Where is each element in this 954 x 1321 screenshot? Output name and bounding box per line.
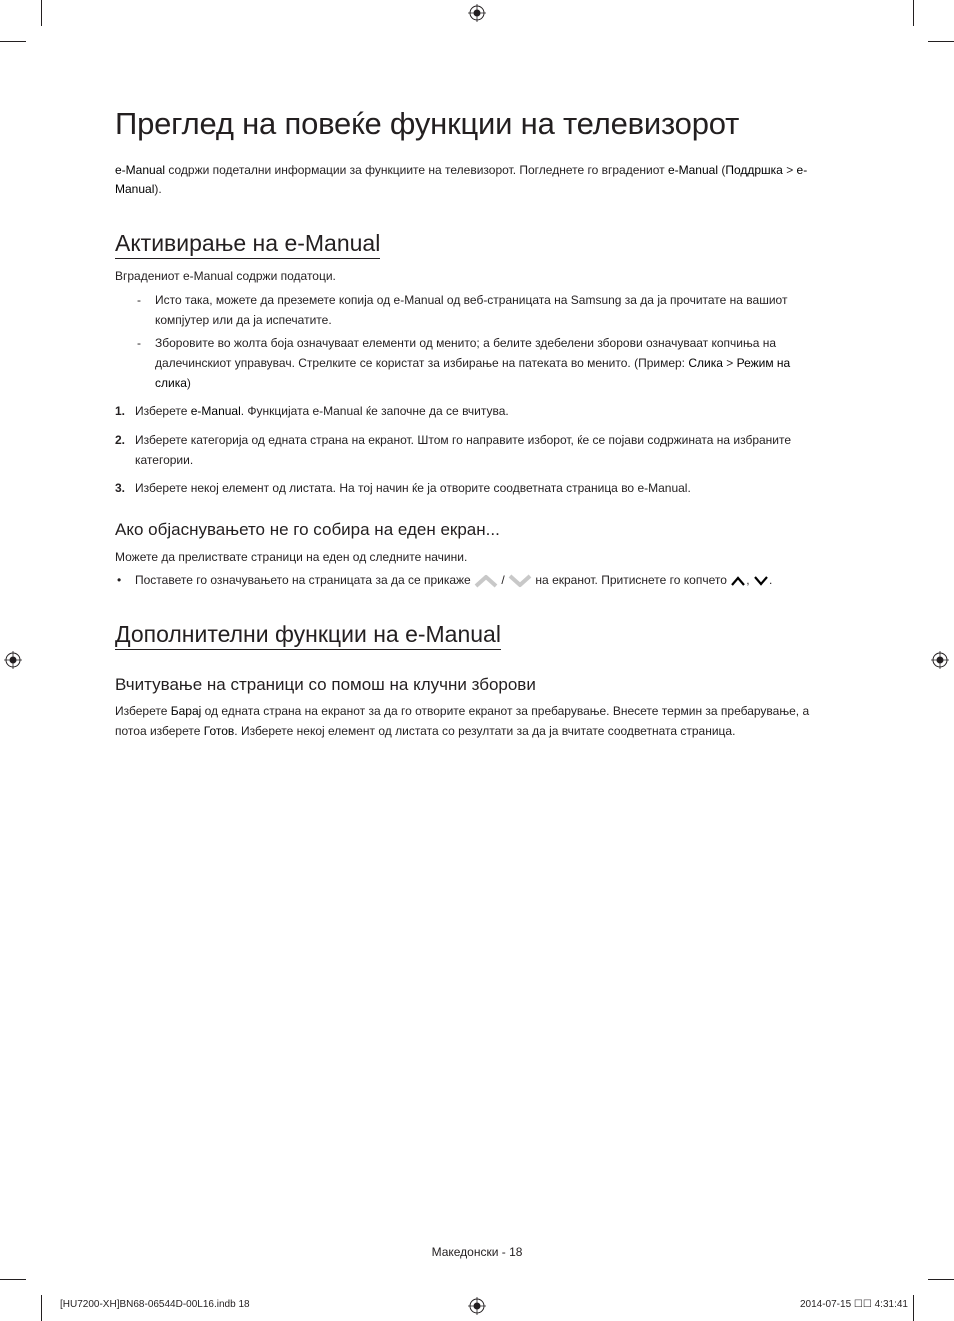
bullet-item bbox=[115, 570, 815, 590]
menu-term: Поддршка bbox=[725, 163, 783, 177]
bullet-text-part: на екранот. Притиснете го копчето bbox=[532, 573, 731, 587]
menu-term: e-Manual bbox=[115, 163, 166, 177]
subsection-lead: Можете да прелиствате страници на еден од следните начини. bbox=[115, 550, 468, 564]
page-number: Македонски - 18 bbox=[431, 1245, 523, 1259]
bullet-text-part: . bbox=[768, 573, 773, 587]
step-item bbox=[115, 401, 815, 421]
step-text-part: . Функцијата e-Manual ќе започне да се вчитува. bbox=[240, 404, 509, 418]
bullet-text bbox=[135, 570, 772, 590]
step-item bbox=[115, 430, 815, 470]
intro-paragraph bbox=[115, 161, 815, 199]
registration-mark-icon bbox=[468, 4, 486, 22]
menu-term: e-Manual bbox=[115, 163, 808, 196]
crop-mark bbox=[0, 1279, 26, 1280]
crop-mark bbox=[41, 1295, 42, 1321]
note-item bbox=[137, 290, 817, 330]
intro-text: ( bbox=[717, 163, 726, 177]
paragraph-text: Изберете bbox=[115, 704, 171, 718]
menu-term: Готов bbox=[203, 724, 235, 738]
section-heading-extra-functions: Дополнителни функции на e-Manual bbox=[115, 620, 501, 650]
step-text-part: Изберете bbox=[135, 404, 191, 418]
dash-marker: - bbox=[137, 293, 141, 307]
step-text: Изберете категорија од едната страна на екранот. Штом го направите изборот, ќе се појави содржината на избраните категории. bbox=[135, 433, 792, 467]
scroll-up-chevron-icon bbox=[474, 573, 498, 589]
bullet-marker: • bbox=[117, 573, 122, 587]
step-text bbox=[135, 401, 815, 421]
step-item bbox=[115, 478, 815, 498]
paragraph-text: . Изберете некој елемент од листата со резултати за да ја вчитате соодветната страница. bbox=[234, 724, 736, 738]
note-text-part: > bbox=[722, 356, 737, 370]
keyword-paragraph bbox=[115, 701, 815, 741]
note-text-part: Зборовите во жолта боја означуваат елементи од менито; а белите здебелени зборови означуваат копчиња на далечинскиот управувач. Стрелките се користат за избирање на патеката во менито. (Пример: bbox=[155, 336, 777, 370]
step-number: 1. bbox=[115, 404, 126, 418]
menu-term: e-Manual bbox=[190, 404, 241, 418]
crop-mark bbox=[928, 1279, 954, 1280]
intro-text: содржи подетални информации за функциите на телевизорот. Погледнете го вградениот bbox=[165, 163, 668, 177]
subsection-heading-keywords: Вчитување на страници со помош на клучни зборови bbox=[115, 675, 536, 694]
up-button-icon bbox=[730, 575, 746, 587]
crop-mark bbox=[0, 41, 26, 42]
note-text-part: ) bbox=[186, 376, 191, 390]
crop-mark bbox=[928, 41, 954, 42]
menu-term: Слика bbox=[688, 356, 723, 370]
registration-mark-icon bbox=[468, 1297, 486, 1315]
intro-text: > bbox=[782, 163, 797, 177]
subsection-heading-scroll: Ако објаснувањето не го собира на еден екран... bbox=[115, 520, 500, 539]
menu-term: Барај bbox=[170, 704, 202, 718]
crop-mark bbox=[913, 1295, 914, 1321]
intro-text: ). bbox=[154, 182, 162, 196]
bullet-text-part: , bbox=[746, 573, 753, 587]
down-button-icon bbox=[753, 575, 769, 587]
registration-mark-icon bbox=[931, 651, 949, 669]
crop-mark bbox=[913, 0, 914, 26]
section-lead: Вградениот e-Manual содржи податоци. bbox=[115, 269, 336, 283]
note-text: Исто така, можете да преземете копија од e-Manual од веб-страницата на Samsung за да ја прочитате на вашиот компјутер или да ја испечатите. bbox=[155, 293, 788, 327]
page-title: Преглед на повеќе функции на телевизорот bbox=[115, 106, 740, 141]
step-text: Изберете некој елемент од листата. На тој начин ќе ја отворите соодветната страница во e-Manual. bbox=[135, 481, 691, 495]
section-heading-activate: Активирање на e-Manual bbox=[115, 229, 380, 259]
bullet-text-part: / bbox=[498, 573, 509, 587]
bullet-text-part: Поставете го означувањето на страницата за да се прикаже bbox=[135, 573, 475, 587]
note-text bbox=[155, 333, 817, 393]
registration-mark-icon bbox=[4, 651, 22, 669]
dash-marker: - bbox=[137, 336, 141, 350]
paragraph-text: од едната страна на екранот за да го отворите екранот за пребарување. Внесете термин за пребарување, а потоа изберете bbox=[115, 704, 810, 738]
menu-term: e-Manual bbox=[667, 163, 718, 177]
print-slug-date: 2014-07-15 ☐☐ 4:31:41 bbox=[799, 1299, 908, 1310]
menu-term: Режим на слика bbox=[155, 356, 791, 390]
step-number: 2. bbox=[115, 433, 126, 447]
crop-mark bbox=[41, 0, 42, 26]
step-number: 3. bbox=[115, 481, 126, 495]
scroll-down-chevron-icon bbox=[508, 573, 532, 589]
note-item bbox=[137, 333, 817, 393]
print-slug-file: [HU7200-XH]BN68-06544D-00L16.indb 18 bbox=[60, 1299, 250, 1310]
